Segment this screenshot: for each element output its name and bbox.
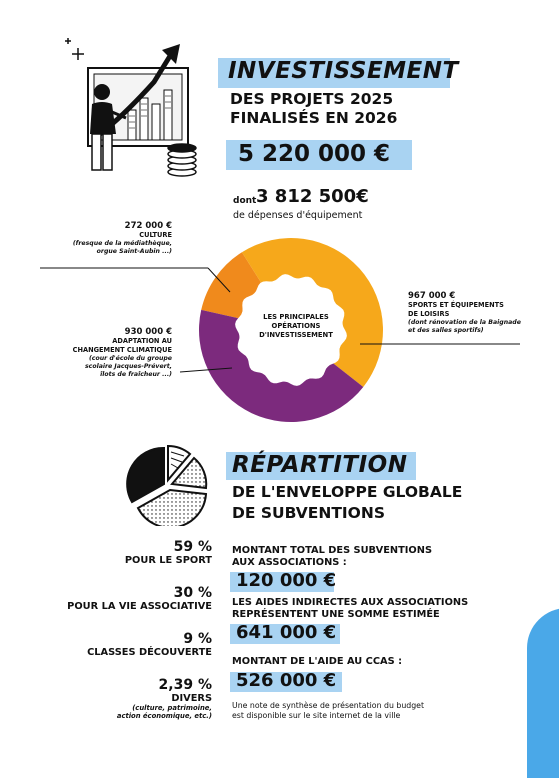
total-label-1: MONTANT TOTAL DES SUBVENTIONS [232, 545, 432, 556]
indirect-label-2: REPRÉSENTENT UNE SOMME ESTIMÉE [232, 609, 440, 620]
investment-subtitle-2: FINALISÉS EN 2026 [230, 109, 398, 127]
donut-center-line1: LES PRINCIPALES [263, 313, 329, 321]
investment-title: INVESTISSEMENT [228, 58, 459, 84]
sports-label-2: DE LOISIRS [408, 310, 450, 318]
equip-label: de dépenses d'équipement [233, 210, 363, 221]
item-vie-asso-pct: 30 % [173, 585, 212, 601]
sports-detail-2: et des salles sportifs) [408, 327, 484, 334]
item-classes-pct: 9 % [183, 631, 212, 647]
repartition-subtitle-2: DE SUBVENTIONS [232, 504, 385, 522]
indirect-amount: 641 000 € [236, 622, 337, 643]
item-divers-detail-1: (culture, patrimoine, [132, 704, 212, 712]
sports-label-1: SPORTS ET ÉQUIPEMENTS [408, 301, 504, 309]
sports-detail-1: (dont rénovation de la Baignade [408, 319, 521, 326]
investment-total: 5 220 000 € [238, 141, 391, 167]
climat-label-1: ADAPTATION AU [112, 337, 172, 345]
climat-label-2: CHANGEMENT CLIMATIQUE [72, 346, 172, 354]
culture-label: CULTURE [139, 231, 172, 239]
item-vie-asso-label: POUR LA VIE ASSOCIATIVE [67, 601, 212, 612]
item-sport [40, 539, 212, 566]
item-classes [40, 631, 212, 658]
repartition-subtitle-1: DE L'ENVELOPPE GLOBALE [232, 483, 463, 501]
donut-center-line2: OPÉRATIONS [271, 322, 321, 330]
donut-center-label [254, 313, 338, 340]
total-subventions-label [232, 545, 432, 569]
page-corner-decoration [527, 608, 559, 778]
indirect-label [232, 597, 468, 621]
climat-detail-2: scolaire Jacques-Prévert, [84, 363, 172, 370]
budget-note [232, 701, 424, 721]
item-divers-label: DIVERS [171, 693, 212, 704]
item-divers [40, 677, 212, 720]
equip-amount: 3 812 500€ [256, 186, 369, 207]
sports-callout [408, 292, 553, 335]
culture-callout [40, 222, 172, 256]
item-divers-pct: 2,39 % [158, 677, 212, 693]
pie-icon [126, 444, 216, 526]
culture-amount: 272 000 € [124, 221, 172, 231]
dont-label: dont [233, 196, 257, 206]
repartition-title: RÉPARTITION [232, 452, 408, 478]
item-vie-asso [40, 585, 212, 612]
item-sport-pct: 59 % [173, 539, 212, 555]
note-line-1: Une note de synthèse de présentation du budget [232, 701, 425, 710]
indirect-label-1: LES AIDES INDIRECTES AUX ASSOCIATIONS [232, 597, 469, 608]
climat-detail-1: (cour d'école du groupe [88, 355, 172, 362]
item-classes-label: CLASSES DÉCOUVERTE [87, 647, 212, 658]
ccas-label: MONTANT DE L'AIDE AU CCAS : [232, 656, 403, 667]
culture-detail-2: orgue Saint-Aubin ...) [96, 248, 172, 255]
culture-detail-1: (fresque de la médiathèque, [72, 240, 172, 247]
climat-amount: 930 000 € [124, 327, 172, 337]
note-line-2: est disponible sur le site internet de la ville [232, 711, 401, 720]
ccas-amount: 526 000 € [236, 670, 337, 691]
climat-detail-3: îlots de fraîcheur ...) [100, 371, 172, 378]
investment-subtitle-1: DES PROJETS 2025 [230, 90, 394, 108]
total-label-2: AUX ASSOCIATIONS : [232, 557, 347, 568]
item-divers-detail-2: action économique, etc.) [116, 712, 212, 720]
climat-callout [40, 328, 172, 379]
sports-amount: 967 000 € [408, 291, 456, 301]
item-sport-label: POUR LE SPORT [124, 555, 212, 566]
investment-illustration [58, 30, 208, 180]
donut-center-line3: D'INVESTISSEMENT [259, 331, 333, 339]
total-subventions-amount: 120 000 € [236, 570, 337, 591]
